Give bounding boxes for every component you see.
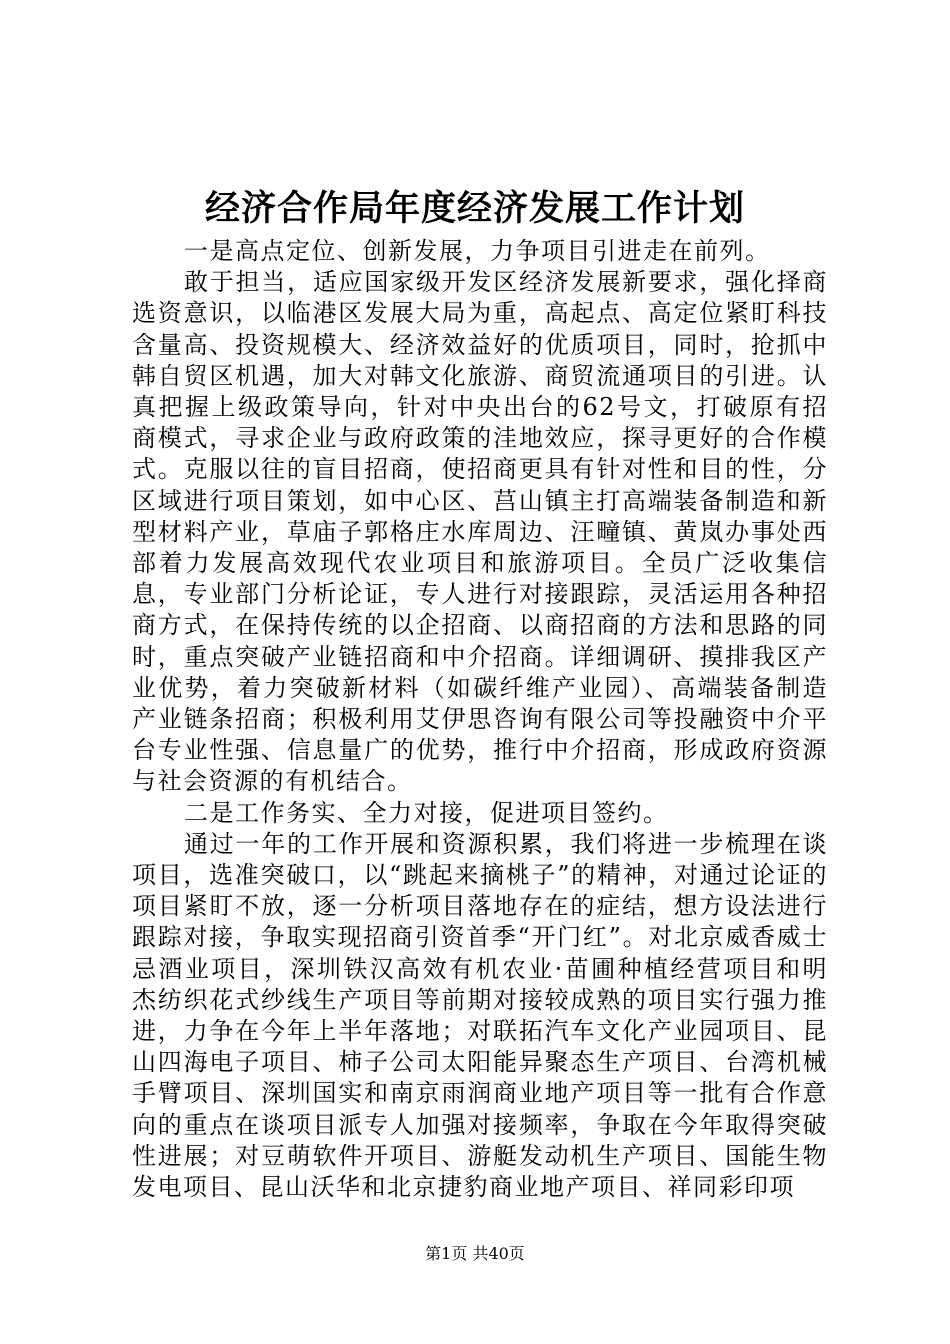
document-body (132, 236, 828, 1203)
paragraph-1: 一是高点定位、创新发展，力争项目引进走在前列。 (184, 237, 771, 265)
paragraph-2: 敢于担当，适应国家级开发区经济发展新要求，强化择商选资意识，以临港区发展大局为重，高起点、高定位紧盯科技含量高、投资规模大、经济效益好的优质项目，同时，抢抓中韩自贸区机遇，加大对韩文化旅游、商贸流通项目的引进。认真把握上级政策导向，针对中央出台的62号文，打破原有招商模式，寻求企业与政府政策的洼地效应，探寻更好的合作模式。克服以往的盲目招商，使招商更具有针对性和目的性，分区域进行项目策划，如中心区、莒山镇主打高端装备制造和新型材料产业，草庙子郭格庄水库周边、汪疃镇、黄岚办事处西部着力发展高效现代农业项目和旅游项目。全员广泛收集信息，专业部门分析论证，专人进行对接跟踪，灵活运用各种招商方式，在保持传统的以企招商、以商招商的方法和思路的同时，重点突破产业链招商和中介招商。详细调研、摸排我区产业优势，着力突破新材料（如碳纤维产业园）、高端装备制造产业链条招商；积极利用艾伊思咨询有限公司等投融资中介平台专业性强、信息量广的优势，推行中介招商，形成政府资源与社会资源的有机结合。 (132, 268, 828, 796)
page-number-footer: 第1页 共40页 (425, 1244, 525, 1263)
document-title: 经济合作局年度经济发展工作计划 (204, 189, 745, 229)
paragraph-3: 二是工作务实、全力对接，促进项目签约。 (184, 798, 669, 827)
paragraph-4: 通过一年的工作开展和资源积累，我们将进一步梳理在谈项目，选准突破口，以“跳起来摘桃子”的精神，对通过论证的项目紧盯不放，逐一分析项目落地存在的症结，想方设法进行跟踪对接，争取实现招商引资首季“开门红”。对北京威香威士忌酒业项目，深圳铁汉高效有机农业·苗圃种植经营项目和明杰纺织花式纱线生产项目等前期对接较成熟的项目实行强力推进，力争在今年上半年落地；对联拓汽车文化产业园项目、昆山四海电子项目、柿子公司太阳能异聚态生产项目、台湾机械手臂项目、深圳国实和南京雨润商业地产项目等一批有合作意向的重点在谈项目派专人加强对接频率，争取在今年取得突破性进展；对豆萌软件开项目、游艇发动机生产项目、国能生物发电项目、昆山沃华和北京捷豹商业地产项目、祥同彩印项 (132, 829, 828, 1202)
